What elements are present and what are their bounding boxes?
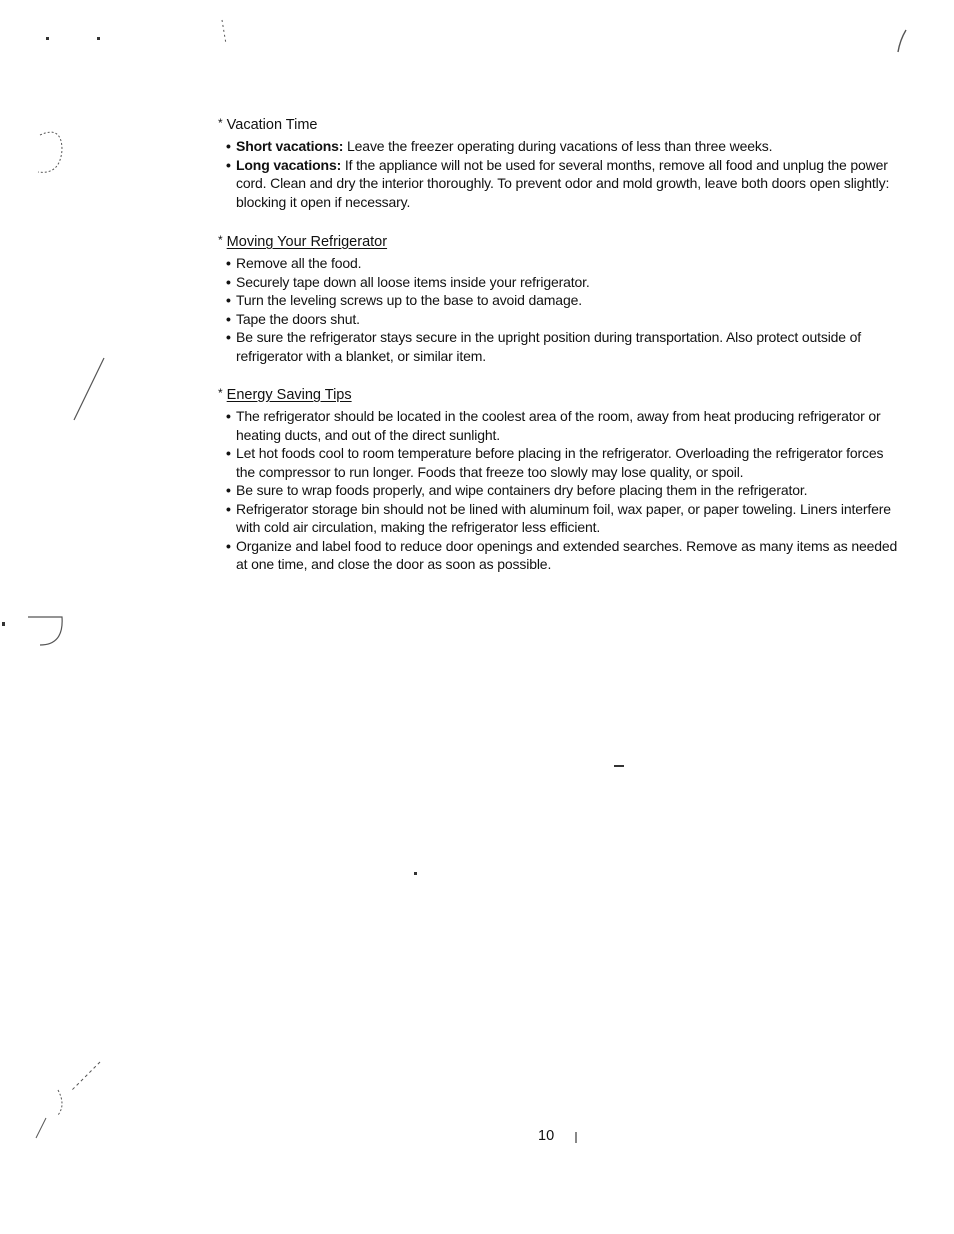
bullet-list [218,254,898,365]
item-text: Be sure to wrap foods properly, and wipe containers dry before placing them in the refrigerator. [236,482,808,498]
bullet-list [218,137,898,211]
list-item [226,537,898,574]
asterisk-marker: * [218,386,223,400]
section-energy-saving-tips [218,385,898,574]
section-heading [218,115,898,135]
tick-mark-top [222,20,226,44]
bullet-glyph: • [226,500,231,517]
bullet-list [218,407,898,574]
list-item [226,273,898,292]
list-item [226,500,898,537]
item-text: Refrigerator storage bin should not be lined with aluminum foil, wax paper, or paper toweling. Liners interfere with cold air circulation, making the refrigerator less efficient. [236,500,891,535]
list-item [226,481,898,500]
section-heading [218,385,898,405]
list-item [226,291,898,310]
bullet-glyph: • [226,537,231,554]
list-item [226,156,898,212]
list-item [226,254,898,273]
list-item [226,444,898,481]
item-text: Tape the doors shut. [236,310,360,327]
binder-hole-middle [28,617,62,645]
section-heading [218,232,898,252]
list-item [226,137,898,156]
section-moving-refrigerator [218,232,898,365]
page-number: 10 [538,1128,555,1144]
item-text: Remove all the food. [236,255,362,271]
section-title: Moving Your Refrigerator [226,234,388,250]
asterisk-marker: * [218,116,223,130]
item-text: Turn the leveling screws up to the base to avoid damage. [236,292,582,308]
bullet-glyph: • [226,273,231,290]
section-vacation-time [218,115,898,211]
list-item [226,310,898,329]
section-title: Vacation Time [226,117,318,133]
item-text: If the appliance will not be used for several months, remove all food and unplug the power cord. Clean and dry the interior thoroughly. To prevent odor and mold growth, leave both doors open slightly: blocking it open if necessary. [236,156,890,210]
bullet-glyph: • [226,255,231,271]
list-item [226,407,898,444]
item-text: Be sure the refrigerator stays secure in the upright position during transportation. Also protect outside of refrigerator with a blanket, or similar item. [236,329,862,364]
bullet-glyph: • [226,292,231,308]
pencil-mark-bottom-2 [36,1118,46,1138]
list-item [226,328,898,365]
corner-mark-top-right [898,30,906,52]
item-text: Leave the freezer operating during vacations of less than three weeks. [343,138,773,154]
item-lead: Short vacations: [236,138,344,154]
item-text: Organize and label food to reduce door openings and extended searches. Remove as many items as needed at one time, and close the door as soon as possible. [236,537,898,572]
pencil-mark-bottom [72,1062,100,1090]
bullet-glyph: • [226,482,231,498]
item-text: Let hot foods cool to room temperature before placing in the refrigerator. Overloading the refrigerator forces the compressor to run longer. Foods that freeze too slowly may lose quality, or spoil. [236,445,884,480]
section-title: Energy Saving Tips [226,387,352,403]
bullet-glyph: • [226,329,231,345]
bullet-glyph: • [226,310,231,327]
binder-hole-bottom [58,1090,62,1115]
bullet-glyph: • [226,408,231,424]
binder-hole-top [38,132,62,172]
bullet-glyph: • [226,445,231,461]
item-text: The refrigerator should be located in the coolest area of the room, away from heat producing refrigerator or heating ducts, and out of the direct sunlight. [236,408,881,443]
bullet-glyph: • [226,138,231,154]
bullet-glyph: • [226,156,231,173]
asterisk-marker: * [218,233,223,247]
pencil-slash-left [74,358,104,420]
item-lead: Long vacations: [236,156,342,173]
item-text: Securely tape down all loose items inside your refrigerator. [236,273,590,290]
